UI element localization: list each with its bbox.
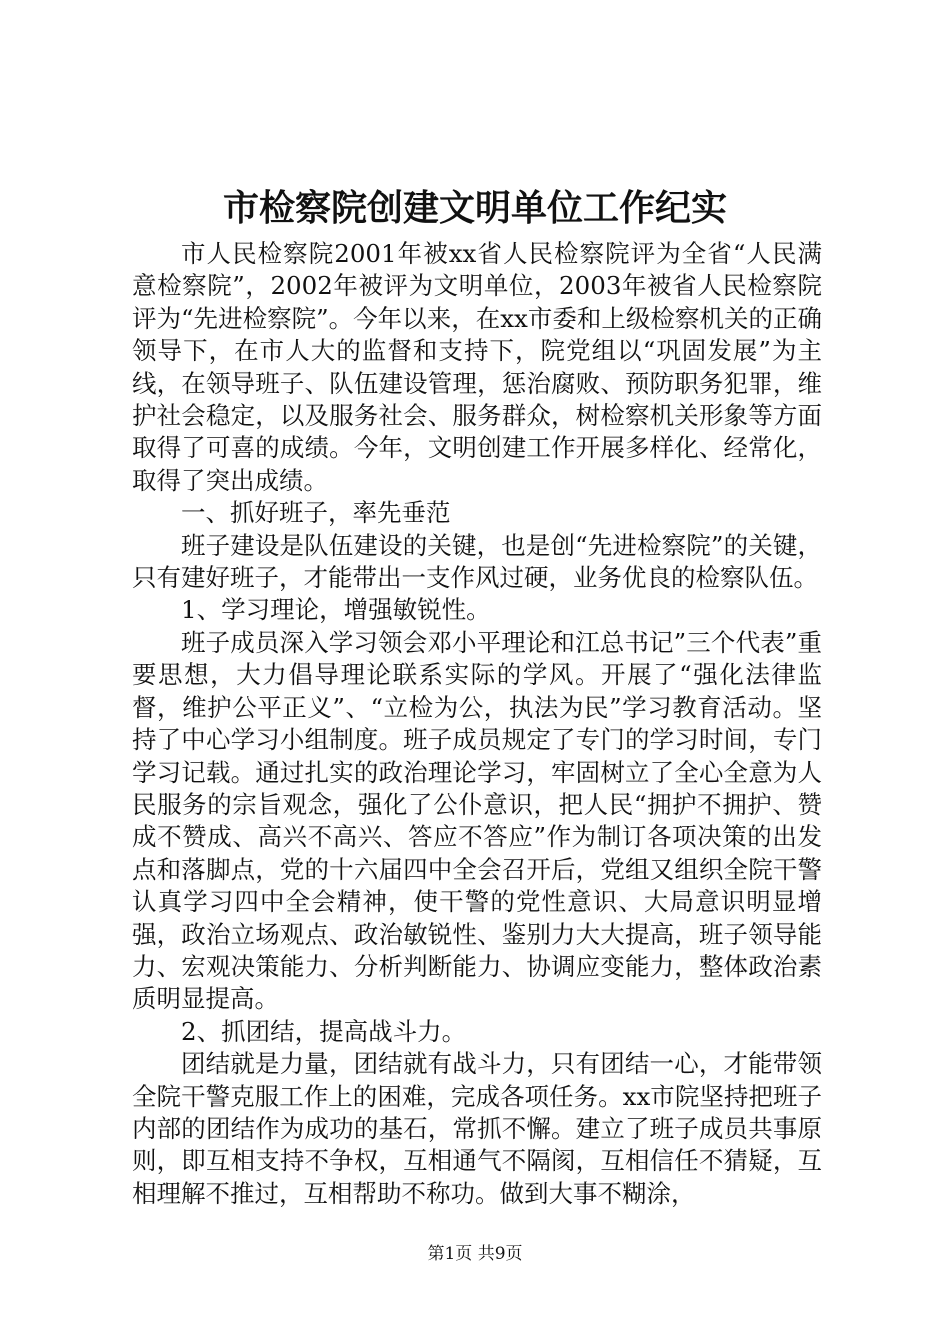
subsection-heading-2: 2、抓团结，提高战斗力。: [181, 1016, 467, 1046]
subsection-heading-1: 1、学习理论，增强敏锐性。: [181, 595, 491, 625]
paragraph-theory-study: 班子成员深入学习领会邓小平理论和江总书记”三个代表”重要思想，大力倡导理论联系实际的学风。开展了“强化法律监督，维护公平正义”、“立检为公，执法为民”学习教育活动。坚持了中心学习小组制度。班子成员规定了专门的学习时间，专门学习记载。通过扎实的政治理论学习，牢固树立了全心全意为人民服务的宗旨观念，强化了公仆意识，把人民“拥护不拥护、赞成不赞成、高兴不高兴、答应不答应”作为制订各项决策的出发点和落脚点，党的十六届四中全会召开后，党组又组织全院干警认真学习四中全会精神，使干警的党性意识、大局意识明显增强，政治立场观点、政治敏锐性、鉴别力大大提高，班子领导能力、宏观决策能力、分析判断能力、协调应变能力，整体政治素质明显提高。: [132, 627, 822, 1014]
paragraph-unity: 团结就是力量，团结就有战斗力，只有团结一心，才能带领全院干警克服工作上的困难，完成各项任务。xx市院坚持把班子内部的团结作为成功的基石，常抓不懈。建立了班子成员共事原则，即互相支持不争权，互相通气不隔阂，互相信任不猜疑，互相理解不推过，互相帮助不称功。做到大事不糊涂，: [132, 1049, 822, 1208]
paragraph-intro: 市人民检察院2001年被xx省人民检察院评为全省“人民满意检察院”，2002年被评为文明单位，2003年被省人民检察院评为“先进检察院”。今年以来，在xx市委和上级检察机关的正确领导下，在市人大的监督和支持下，院党组以“巩固发展”为主线，在领导班子、队伍建设管理，惩治腐败、预防职务犯罪，维护社会稳定，以及服务社会、服务群众，树检察机关形象等方面取得了可喜的成绩。今年，文明创建工作开展多样化、经常化，取得了突出成绩。: [132, 239, 822, 495]
document-body: [132, 238, 822, 1210]
page-title: 市检察院创建文明单位工作纪实: [222, 187, 727, 229]
section-heading-1: 一、抓好班子，率先垂范: [181, 498, 451, 528]
paragraph-team-building: 班子建设是队伍建设的关键，也是创“先进检察院”的关键，只有建好班子，才能带出一支作风过硬，业务优良的检察队伍。: [132, 530, 822, 593]
page-number-footer: 第1页 共9页: [427, 1244, 523, 1264]
